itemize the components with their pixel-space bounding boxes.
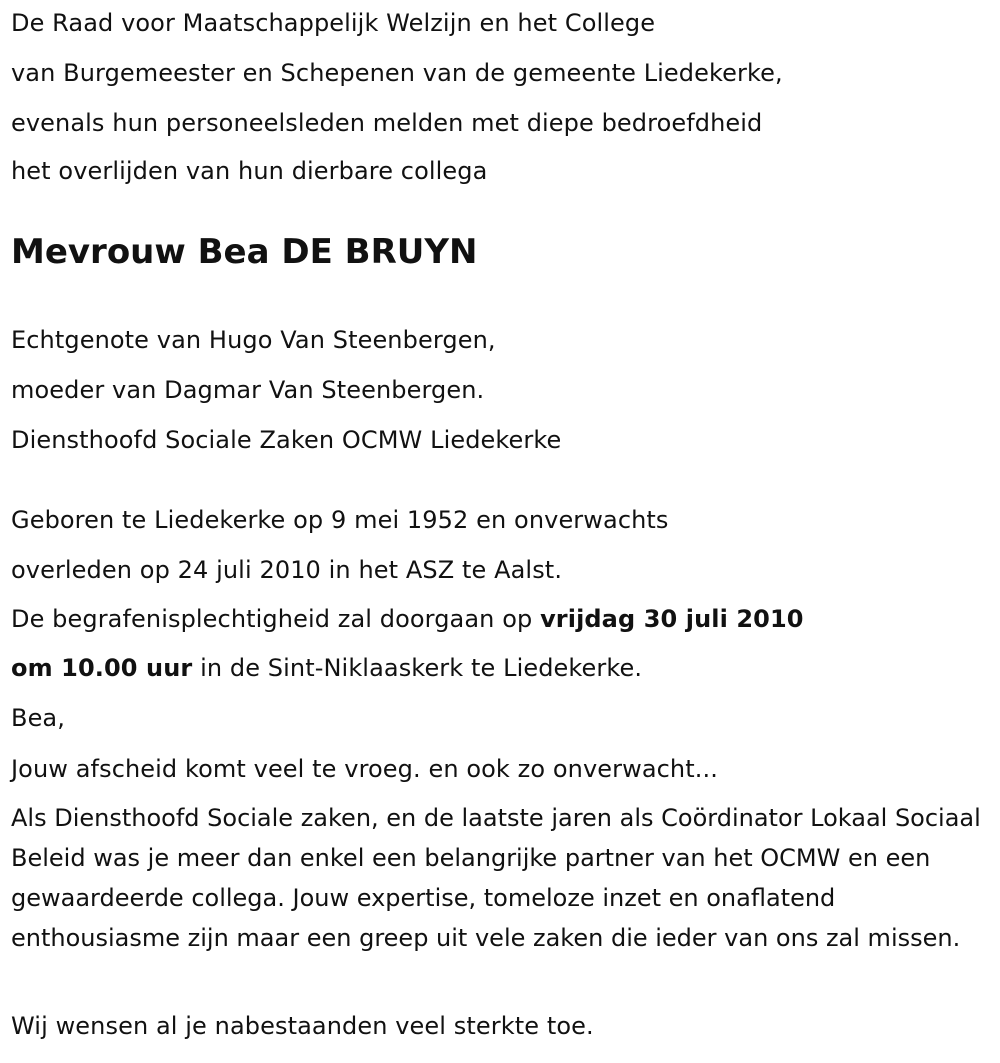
closing-line: Wij wensen al je nabestaanden veel sterkte toe. — [11, 1012, 594, 1040]
deceased-name: Mevrouw Bea DE BRUYN — [11, 232, 478, 272]
relation-spouse: Echtgenote van Hugo Van Steenbergen, — [11, 326, 496, 354]
funeral-line-2 — [11, 654, 642, 682]
tribute-paragraph: Als Diensthoofd Sociale zaken, en de laatste jaren als Coördinator Lokaal Sociaal Beleid was je meer dan enkel een belangrijke partner van het OCMW en een gewaardeerde collega. Jouw expertise, tomeloze inzet en onaflatend enthousiasme zijn maar een greep uit vele zaken die ieder van ons zal missen. — [11, 804, 981, 952]
birth-line: Geboren te Liedekerke op 9 mei 1952 en onverwachts — [11, 506, 669, 534]
funeral-date: vrijdag 30 juli 2010 — [540, 605, 804, 633]
intro-line-1: De Raad voor Maatschappelijk Welzijn en het College — [11, 9, 656, 37]
funeral-prefix: De begrafenisplechtigheid zal doorgaan op — [11, 605, 541, 633]
intro-line-3: evenals hun personeelsleden melden met diepe bedroefdheid — [11, 109, 763, 137]
farewell-line: Jouw afscheid komt veel te vroeg. en ook zo onverwacht... — [11, 755, 718, 783]
intro-line-2: van Burgemeester en Schepenen van de gemeente Liedekerke, — [11, 59, 783, 87]
salutation: Bea, — [11, 704, 65, 732]
funeral-time: om 10.00 uur — [11, 654, 193, 682]
funeral-location: in de Sint-Niklaaskerk te Liedekerke. — [192, 654, 643, 682]
job-title: Diensthoofd Sociale Zaken OCMW Liedekerke — [11, 426, 562, 454]
death-line: overleden op 24 juli 2010 in het ASZ te Aalst. — [11, 556, 563, 584]
intro-line-4: het overlijden van hun dierbare collega — [11, 157, 488, 185]
funeral-line-1 — [11, 605, 804, 633]
relation-mother: moeder van Dagmar Van Steenbergen. — [11, 376, 485, 404]
